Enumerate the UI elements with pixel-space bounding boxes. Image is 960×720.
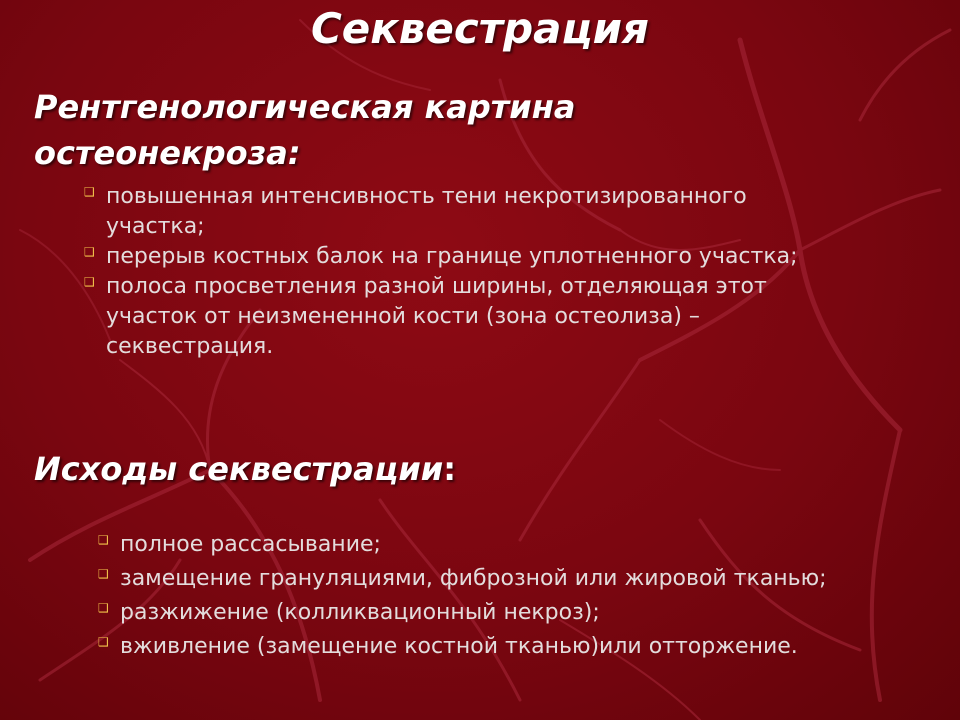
list-item-line: перерыв костных балок на границе уплотненного участка; [106, 244, 798, 269]
list-item [84, 272, 934, 362]
outcomes-list [98, 528, 953, 664]
section-heading-text: Исходы секвестрации [34, 450, 444, 488]
list-item [84, 182, 934, 242]
checkbox-bullet-icon: ❑ [98, 601, 109, 615]
list-item-text: вживление (замещение костной тканью)или отторжение. [120, 634, 798, 659]
list-item-line: повышенная интенсивность тени некротизированного [106, 184, 747, 209]
checkbox-bullet-icon: ❑ [84, 185, 95, 199]
section-heading-colon: : [443, 450, 457, 488]
list-item [98, 562, 953, 596]
section-heading-outcomes [34, 446, 734, 492]
section-heading-line: Рентгенологическая картина [34, 88, 576, 126]
list-item-line: участок от неизмененной кости (зона остеолиза) – [106, 304, 700, 329]
list-item-text: разжижение (колликвационный некроз); [120, 600, 600, 625]
list-item [98, 630, 953, 664]
list-item-line: секвестрация. [106, 334, 274, 359]
checkbox-bullet-icon: ❑ [84, 275, 95, 289]
list-item [84, 242, 934, 272]
slide-title: Секвестрация [310, 4, 650, 53]
list-item-line: участка; [106, 214, 205, 239]
checkbox-bullet-icon: ❑ [98, 567, 109, 581]
xray-signs-list [84, 182, 934, 362]
section-heading-xray-picture [34, 84, 674, 176]
section-heading-line: остеонекроза: [34, 134, 301, 172]
list-item [98, 596, 953, 630]
list-item-text: замещение грануляциями, фиброзной или жировой тканью; [120, 566, 827, 591]
checkbox-bullet-icon: ❑ [98, 635, 109, 649]
list-item [98, 528, 953, 562]
list-item-line: полоса просветления разной ширины, отделяющая этот [106, 274, 767, 299]
checkbox-bullet-icon: ❑ [84, 245, 95, 259]
checkbox-bullet-icon: ❑ [98, 533, 109, 547]
list-item-text: полное рассасывание; [120, 532, 381, 557]
